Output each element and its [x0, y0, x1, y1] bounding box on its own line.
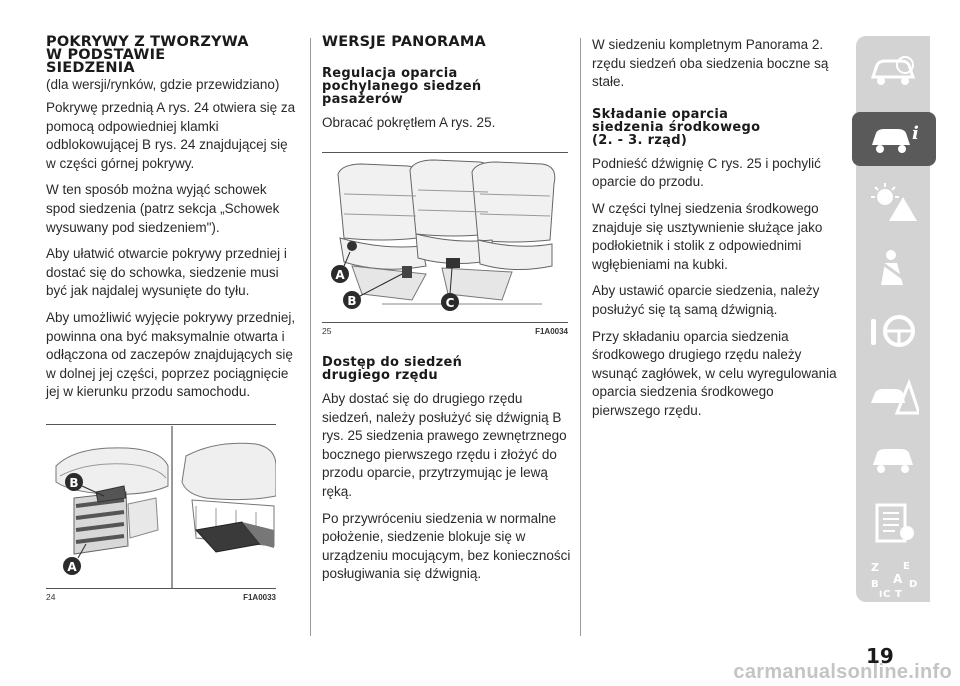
- figure-24: [46, 424, 276, 602]
- figure-top-rule: [46, 424, 276, 425]
- column-divider: [580, 38, 581, 636]
- figure-top-rule: [322, 152, 568, 153]
- paragraph: Aby dostać się do drugiego rzędu siedzeń, należy posłużyć się dźwignią B rys. 25 siedzenia prawego zewnętrznego bocznego pierwszego rzędu i złożyć do przodu oparcie, przytrzymując je lewą ręką.: [322, 391, 567, 499]
- figure-number: 24: [46, 592, 56, 602]
- paragraph: Aby umożliwić wyjęcie pokrywy przedniej, powinna ona być maksymalnie otwarta i odłączona od zaczepów znajdujących się w dolnej jej części, poprzez pociągnięcie jej w kierunku przodu samochodu.: [46, 309, 296, 400]
- alphabetical-index-icon: [867, 559, 919, 599]
- tab-dashboard[interactable]: [856, 44, 930, 98]
- paragraph-intro: W siedzeniu kompletnym Panorama 2. rzędu siedzeń oba siedzenia boczne są stałe.: [592, 37, 829, 90]
- tab-emergency[interactable]: [856, 368, 930, 422]
- index-letter: B: [871, 579, 879, 590]
- svg-text:i: i: [912, 123, 919, 144]
- paragraph: Przy składaniu oparcia siedzenia środkowego drugiego rzędu należy wsunąć zagłówek, w celu wyregulowania oparcia siedzenia środkowego pierwszego rzędu.: [592, 328, 837, 418]
- subsection-title-backrest-adjustment: Regulacja oparcia pochylanego siedzeń pasażerów: [322, 66, 482, 107]
- tab-warning-lights[interactable]: [856, 176, 930, 230]
- column-3: [592, 36, 842, 421]
- paragraph: W części tylnej siedzenia środkowego znajduje się usztywnienie służące jako podłokietnik i stolik z odpowiednimi wgłębieniami na kubki.: [592, 200, 823, 272]
- index-letter: Z: [871, 561, 879, 574]
- index-letter: A: [893, 572, 903, 586]
- index-letter: T: [895, 589, 902, 599]
- technical-data-icon: [867, 503, 919, 543]
- figure-label-b: B: [347, 294, 357, 308]
- paragraph: Po przywróceniu siedzenia w normalne położenie, siedzenie blokuje się w urządzeniu mocującym, bez konieczności posługiwania się dźwignią.: [322, 510, 571, 582]
- tab-starting-driving[interactable]: [856, 304, 930, 358]
- car-info-icon: [868, 119, 920, 159]
- steering-wheel-icon: [867, 311, 919, 351]
- subsection-title-center-backrest-folding: Składanie oparcia siedzenia środkowego (2. - 3. rząd): [592, 106, 761, 148]
- seat-cover-illustration: [46, 426, 276, 588]
- seatbelt-icon: [867, 247, 919, 287]
- section-title-panorama: WERSJE PANORAMA: [322, 34, 486, 50]
- figure-caption: [322, 324, 568, 336]
- paragraph: W ten sposób można wyjąć schowek spod siedzenia (patrz sekcja „Schowek wysuwany pod siedzeniem").: [46, 182, 280, 235]
- index-letter: C: [883, 589, 891, 599]
- chapter-sidebar: [856, 36, 930, 602]
- tab-maintenance[interactable]: [856, 432, 930, 486]
- index-letter: E: [903, 561, 910, 572]
- paragraph: Podnieść dźwignię C rys. 25 i pochylić oparcie do przodu.: [592, 155, 821, 190]
- column-2-lower: [322, 356, 572, 584]
- paragraph: Aby ustawić oparcie siedzenia, należy posłużyć się tą samą dźwignią.: [592, 283, 820, 317]
- figure-25: [322, 152, 568, 336]
- figure-label-b: B: [69, 476, 79, 490]
- figure-bottom-rule: [46, 588, 276, 589]
- page-number: 19: [866, 644, 894, 668]
- column-divider: [310, 38, 311, 636]
- figure-number: 25: [322, 326, 332, 336]
- watermark: carmanualsonline.info: [733, 661, 952, 683]
- paragraph: Aby ułatwić otwarcie pokrywy przedniej i dostać się do schowka, siedzenie musi być jak najdalej wysunięte do tyłu.: [46, 246, 287, 299]
- figure-code: F1A0034: [535, 327, 568, 336]
- column-2: [322, 36, 572, 133]
- car-dashboard-icon: [867, 51, 919, 91]
- panorama-seats-illustration: [322, 154, 568, 322]
- index-letter: I: [879, 590, 883, 599]
- tab-index[interactable]: [856, 552, 930, 606]
- tab-car-info[interactable]: [852, 112, 936, 166]
- index-letter: D: [909, 579, 918, 590]
- warning-lights-icon: [867, 183, 919, 223]
- figure-caption: [46, 590, 276, 602]
- figure-label-c: C: [445, 296, 455, 310]
- availability-note: (dla wersji/rynków, gdzie przewidziano): [46, 77, 280, 92]
- car-breakdown-icon: [867, 375, 919, 415]
- figure-label-a: A: [67, 560, 77, 574]
- figure-bottom-rule: [322, 322, 568, 323]
- column-1: [46, 36, 296, 402]
- paragraph: Obracać pokrętłem A rys. 25.: [322, 115, 496, 130]
- subsection-title-second-row-access: Dostęp do siedzeń drugiego rzędu: [322, 355, 463, 383]
- figure-label-a: A: [335, 268, 345, 282]
- car-maintenance-icon: [867, 439, 919, 479]
- section-title-plastic-covers: POKRYWY Z TWORZYWA W PODSTAWIE SIEDZENIA: [46, 34, 249, 76]
- tab-safety[interactable]: [856, 240, 930, 294]
- paragraph: Pokrywę przednią A rys. 24 otwiera się za pomocą odpowiedniej klamki odblokowującej B rys. 24 znajdującej się w części górnej pokrywy.: [46, 100, 296, 171]
- figure-code: F1A0033: [243, 593, 276, 602]
- tab-technical-data[interactable]: [856, 496, 930, 550]
